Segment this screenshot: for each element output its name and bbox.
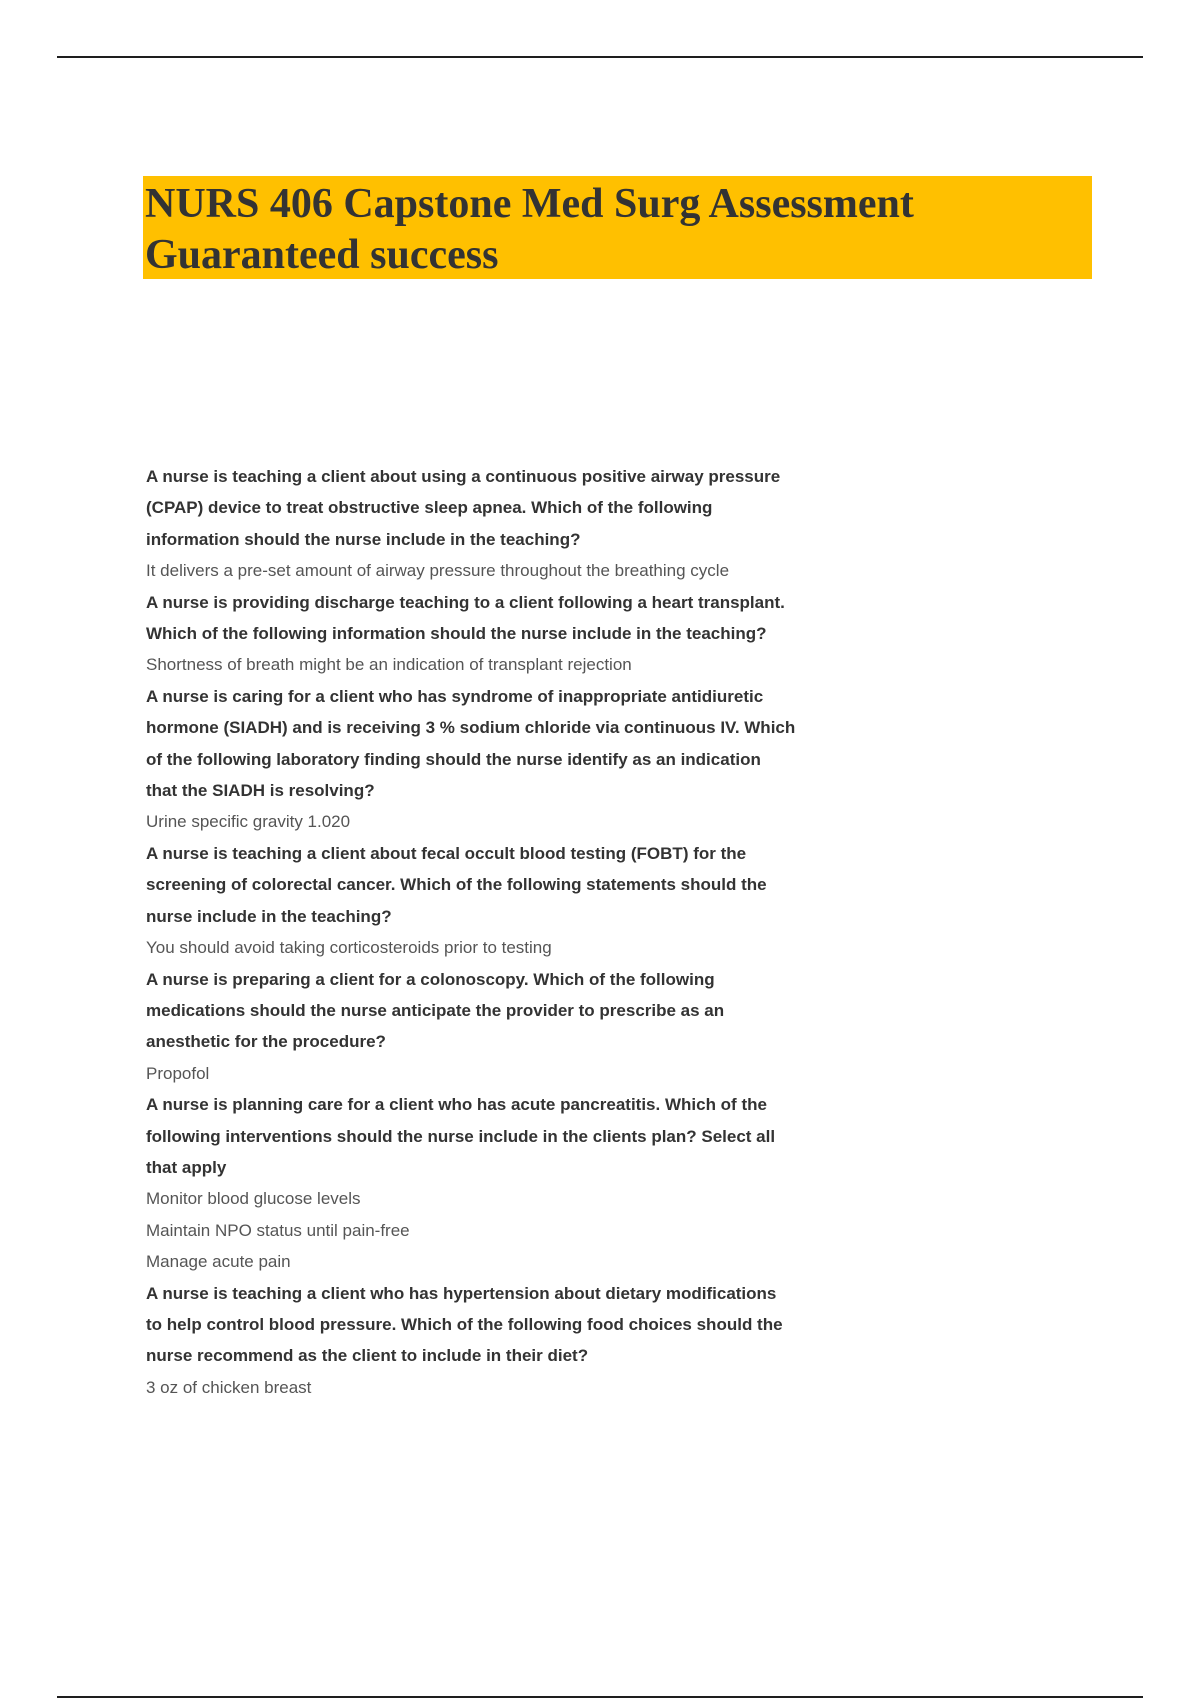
answer-text: Maintain NPO status until pain-free: [146, 1220, 410, 1240]
answer-text: Monitor blood glucose levels: [146, 1189, 361, 1209]
qa-item: [146, 461, 796, 587]
qa-item: [146, 1278, 796, 1404]
question-text: A nurse is caring for a client who has syndrome of inappropriate antidiuretic hormone (SIADH) and is receiving 3 % sodium chloride via continuous IV. Which of the following laboratory finding should the nurse identify as an indication that the SIADH is resolving?: [146, 686, 796, 801]
bottom-rule: [57, 1696, 1143, 1698]
answer-text: Urine specific gravity 1.020: [146, 812, 351, 832]
question-text: A nurse is teaching a client about fecal occult blood testing (FOBT) for the screening of colorectal cancer. Which of the following statements should the nurse include in the teaching?: [146, 843, 767, 926]
qa-item: [146, 1089, 796, 1277]
answer-text: It delivers a pre-set amount of airway pressure throughout the breathing cycle: [146, 561, 730, 581]
qa-item: [146, 587, 796, 681]
answer-text: Propofol: [146, 1063, 210, 1083]
question-text: A nurse is providing discharge teaching to a client following a heart transplant. Which of the following information should the nurse include in the teaching?: [146, 592, 785, 644]
qa-item: [146, 838, 796, 964]
qa-list: [146, 461, 796, 1403]
top-rule: [57, 56, 1143, 58]
qa-item: [146, 964, 796, 1090]
answer-text: Shortness of breath might be an indication of transplant rejection: [146, 655, 632, 675]
question-text: A nurse is teaching a client who has hypertension about dietary modifications to help control blood pressure. Which of the following food choices should the nurse recommend as the client to include in their diet?: [146, 1283, 783, 1366]
question-text: A nurse is preparing a client for a colonoscopy. Which of the following medications should the nurse anticipate the provider to prescribe as an anesthetic for the procedure?: [146, 969, 725, 1052]
answer-text: Manage acute pain: [146, 1252, 291, 1272]
answer-text: 3 oz of chicken breast: [146, 1377, 312, 1397]
qa-item: [146, 681, 796, 838]
title-band: [143, 176, 1092, 279]
document-title: NURS 406 Capstone Med Surg Assessment Guaranteed success: [145, 181, 914, 278]
question-text: A nurse is teaching a client about using a continuous positive airway pressure (CPAP) device to treat obstructive sleep apnea. Which of the following information should the nurse include in the teaching?: [146, 467, 781, 549]
answer-text: You should avoid taking corticosteroids prior to testing: [146, 938, 552, 958]
question-text: A nurse is planning care for a client who has acute pancreatitis. Which of the following interventions should the nurse include in the clients plan? Select all that apply: [146, 1095, 776, 1177]
